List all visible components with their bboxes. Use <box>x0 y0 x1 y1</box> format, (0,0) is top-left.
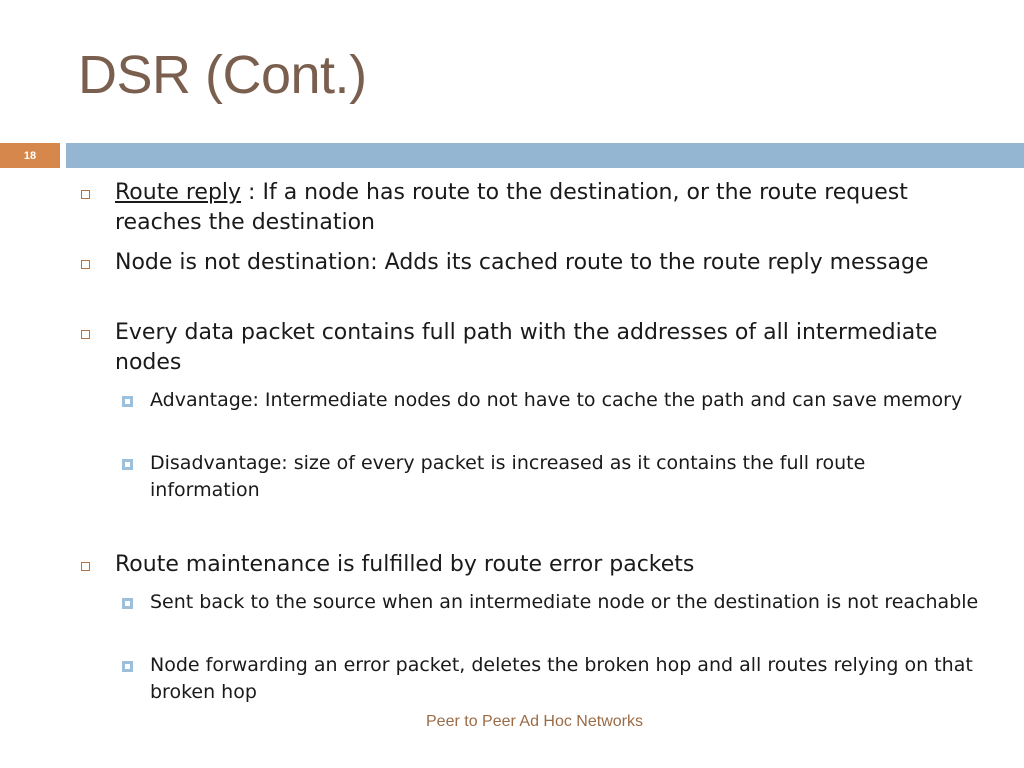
bullet-4 <box>115 550 975 580</box>
slide-number: 18 <box>23 149 37 162</box>
filled-square-bullet-icon <box>122 396 133 407</box>
filled-square-bullet-icon <box>122 598 133 609</box>
bullet-2 <box>115 248 975 278</box>
bullet-1-term: Route reply <box>115 180 242 205</box>
hollow-square-bullet-icon <box>81 330 90 339</box>
bullet-4-text: Route maintenance is fulfilled by route error packets <box>115 552 695 577</box>
sub-bullet-4-2-text: Node forwarding an error packet, deletes the broken hop and all routes relying on that broken hop <box>150 654 973 703</box>
slide-title: DSR (Cont.) <box>78 45 367 105</box>
bullet-2-text: Node is not destination: Adds its cached route to the route reply message <box>115 250 929 275</box>
hollow-square-bullet-icon <box>81 260 90 269</box>
hollow-square-bullet-icon <box>81 562 90 571</box>
hollow-square-bullet-icon <box>81 190 90 199</box>
bullet-1 <box>115 178 975 238</box>
sub-bullet-4-2 <box>150 652 980 706</box>
filled-square-bullet-icon <box>122 661 133 672</box>
bullet-1-text: : If a node has route to the destination, or the route request reaches the destination <box>115 180 908 235</box>
sub-bullet-4-1 <box>150 589 980 616</box>
sub-bullet-3-2-text: Disadvantage: size of every packet is increased as it contains the full route information <box>150 452 866 501</box>
slide-footer: Peer to Peer Ad Hoc Networks <box>426 713 643 730</box>
sub-bullet-3-2 <box>150 450 980 504</box>
filled-square-bullet-icon <box>122 459 133 470</box>
bullet-3 <box>115 318 975 378</box>
sub-bullet-3-1-text: Advantage: Intermediate nodes do not have to cache the path and can save memory <box>150 389 963 411</box>
sub-bullet-3-1 <box>150 387 980 414</box>
bullet-3-text: Every data packet contains full path with the addresses of all intermediate nodes <box>115 320 938 375</box>
sub-bullet-4-1-text: Sent back to the source when an intermediate node or the destination is not reachable <box>150 591 979 613</box>
